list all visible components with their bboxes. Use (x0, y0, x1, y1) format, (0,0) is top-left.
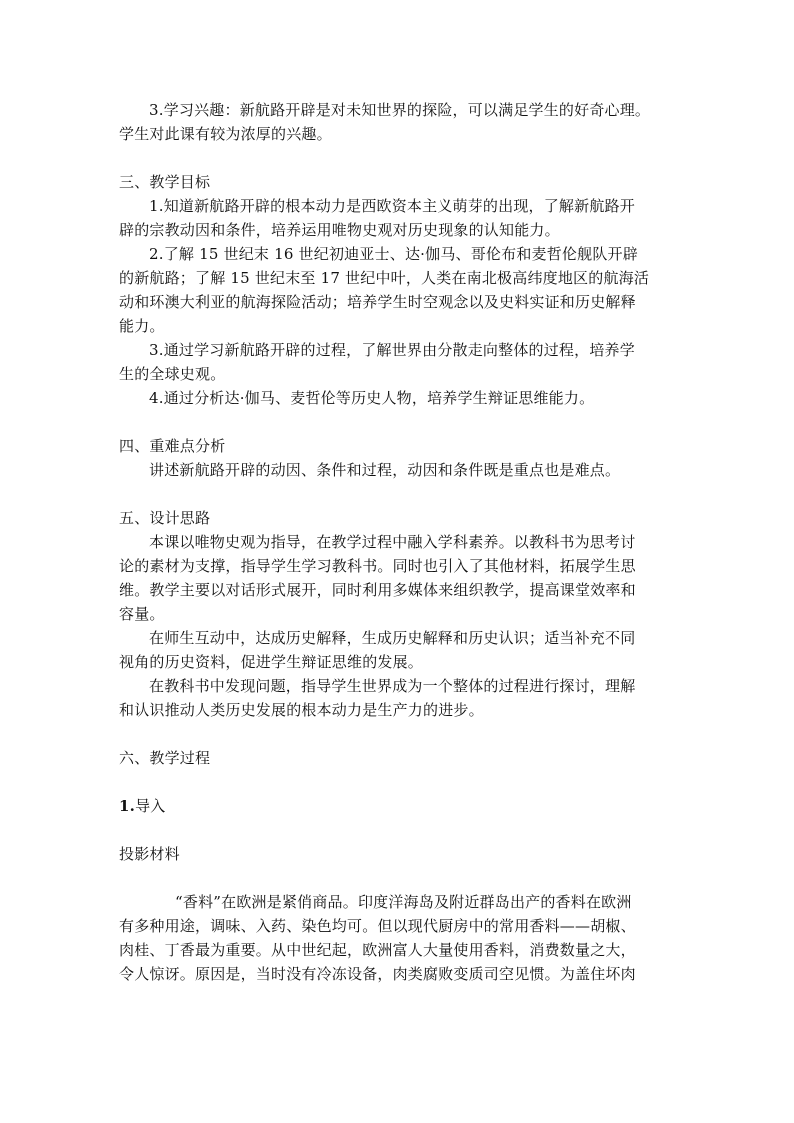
material-label: 投影材料 (119, 845, 180, 863)
paragraph-line: 动和环澳大利亚的航海探险活动；培养学生时空观念以及史料实证和历史解释 (119, 293, 636, 311)
paragraph-line: 的新航路；了解 15 世纪末至 17 世纪中叶，人类在南北极高纬度地区的航海活 (119, 269, 650, 287)
paragraph-line: 3.通过学习新航路开辟的过程，了解世界由分散走向整体的过程，培养学 (149, 341, 635, 359)
paragraph-line: 在教科书中发现问题，指导学生世界成为一个整体的过程进行探讨，理解 (149, 677, 636, 695)
paragraph-line: 能力。 (119, 317, 165, 335)
subsection-title: 导入 (135, 797, 166, 815)
paragraph-line: 和认识推动人类历史发展的根本动力是生产力的进步。 (119, 701, 484, 719)
paragraph-line: 视角的历史资料，促进学生辩证思维的发展。 (119, 653, 424, 671)
subsection-number: 1. (119, 797, 136, 815)
paragraph-line: 讲述新航路开辟的动因、条件和过程，动因和条件既是重点也是难点。 (149, 461, 621, 479)
paragraph-line: 辟的宗教动因和条件，培养运用唯物史观对历史现象的认知能力。 (119, 221, 560, 239)
section-heading: 四、重难点分析 (119, 437, 226, 455)
paragraph-line: 维。教学主要以对话形式展开，同时利用多媒体来组织教学，提高课堂效率和 (119, 581, 636, 599)
section-heading: 五、设计思路 (119, 509, 211, 527)
paragraph-line: 3.学习兴趣：新航路开辟是对未知世界的探险，可以满足学生的好奇心理。 (149, 101, 651, 119)
quote-line: 肉桂、丁香最为重要。从中世纪起，欧洲富人大量使用香料，消费数量之大， (119, 941, 636, 959)
paragraph-line: 生的全球史观。 (119, 365, 226, 383)
paragraph-line: 在师生互动中，达成历史解释，生成历史解释和历史认识；适当补充不同 (149, 629, 636, 647)
paragraph-line: 4.通过分析达·伽马、麦哲伦等历史人物，培养学生辩证思维能力。 (149, 389, 595, 407)
paragraph-line: 2.了解 15 世纪末 16 世纪初迪亚士、达·伽马、哥伦布和麦哲伦舰队开辟 (149, 245, 638, 263)
paragraph-line: 本课以唯物史观为指导，在教学过程中融入学科素养。以教科书为思考讨 (149, 533, 636, 551)
paragraph-line: 容量。 (119, 605, 165, 623)
paragraph-line: 学生对此课有较为浓厚的兴趣。 (119, 125, 332, 143)
paragraph-line: 1.知道新航路开辟的根本动力是西欧资本主义萌芽的出现，了解新航路开 (149, 197, 635, 215)
quote-line: 有多种用途，调味、入药、染色均可。但以现代厨房中的常用香料——胡椒、 (119, 917, 636, 935)
paragraph-line: 论的素材为支撑，指导学生学习教科书。同时也引入了其他材料，拓展学生思 (119, 557, 636, 575)
section-heading: 六、教学过程 (119, 749, 211, 767)
subsection-heading (119, 795, 165, 817)
quote-line: 令人惊讶。原因是，当时没有冷冻设备，肉类腐败变质司空见惯。为盖住坏肉 (119, 965, 636, 983)
quote-line: “香料”在欧洲是紧俏商品。印度洋海岛及附近群岛出产的香料在欧洲 (175, 893, 632, 911)
section-heading: 三、教学目标 (119, 173, 211, 191)
